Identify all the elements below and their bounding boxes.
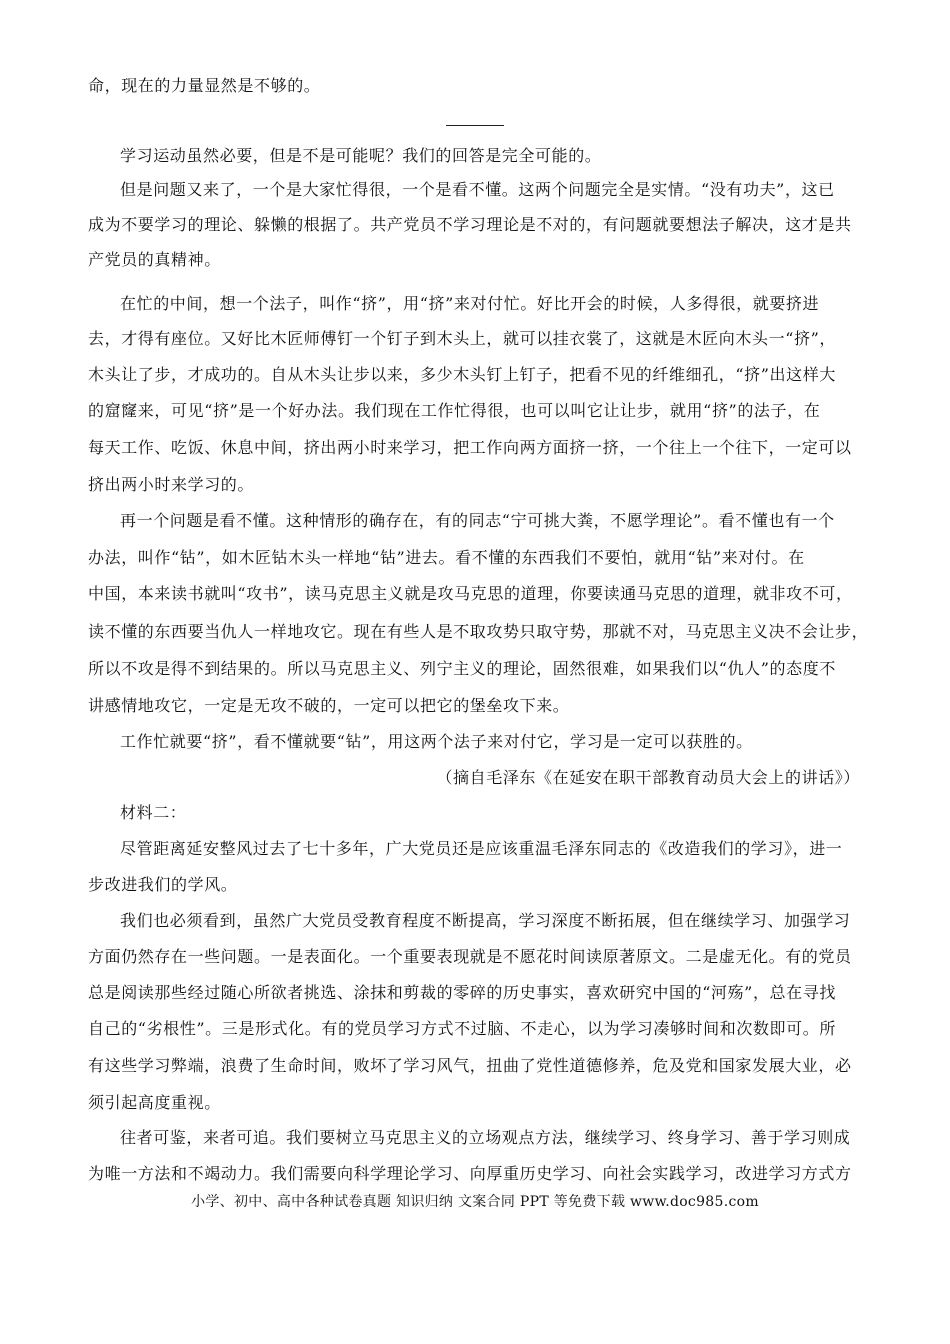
text-line: 产党员的真精神。: [88, 250, 221, 269]
text-line: 木头让了步，才成功的。自从木头让步以来，多少木头钉上钉子，把看不见的纤维细孔，“挤”出这样大: [88, 365, 836, 384]
text-line: 读不懂的东西要当仇人一样地攻它。现在有些人是不取攻势只取守势，那就不对，马克思主义决不会让步，: [88, 622, 869, 641]
paragraph-line: 往者可鉴，来者可追。我们要树立马克思主义的立场观点方法，继续学习、终身学习、善于学习则成: [120, 1128, 851, 1147]
text-line: 挤出两小时来学习的。: [88, 475, 255, 494]
text-line: 方面仍然存在一些问题。一是表面化。一个重要表现就是不愿花时间读原著原文。二是虚无化。有的党员: [88, 947, 852, 966]
text-line: 为唯一方法和不竭动力。我们需要向科学理论学习、向厚重历史学习、向社会实践学习，改进学习方式方: [88, 1164, 852, 1183]
text-line: 总是阅读那些经过随心所欲者挑选、涂抹和剪裁的零碎的历史事实，喜欢研究中国的“河殇”，总在寻找: [88, 983, 836, 1002]
paragraph-line: 再一个问题是看不懂。这种情形的确存在，有的同志“宁可挑大粪，不愿学理论”。看不懂也有一个: [120, 511, 835, 530]
source-citation: （摘自毛泽东《在延安在职干部教育动员大会上的讲话》）: [436, 768, 860, 787]
paragraph-line: 但是问题又来了，一个是大家忙得很，一个是看不懂。这两个问题完全是实情。“没有功夫”，这已: [120, 180, 835, 199]
text-line: 成为不要学习的理论、躲懒的根据了。共产党员不学习理论是不对的，有问题就要想法子解决，这才是共: [88, 215, 852, 234]
text-line: 须引起高度重视。: [88, 1093, 221, 1112]
section-separator: [446, 125, 504, 126]
section-heading: 材料二：: [120, 803, 187, 822]
text-line: 的窟窿来，可见“挤”是一个好办法。我们现在工作忙得很，也可以叫它让让步，就用“挤”的法子，在: [88, 401, 821, 420]
text-line: 讲感情地攻它，一定是无攻不破的，一定可以把它的堡垒攻下来。: [88, 696, 570, 715]
text-line: 所以不攻是得不到结果的。所以马克思主义、列宁主义的理论，固然很难，如果我们以“仇人”的态度不: [88, 659, 836, 678]
paragraph-line: 在忙的中间，想一个法子，叫作“挤”，用“挤”来对付忙。好比开会的时候，人多得很，就要挤进: [120, 294, 820, 313]
text-line: 自己的“劣根性”。三是形式化。有的党员学习方式不过脑、不走心，以为学习凑够时间和次数即可。所: [88, 1019, 836, 1038]
paragraph-line: 我们也必须看到，虽然广大党员受教育程度不断提高，学习深度不断拓展，但在继续学习、加强学习: [120, 911, 851, 930]
text-line: 中国，本来读书就叫“攻书”，读马克思主义就是攻马克思的道理，你要读通马克思的道理，就非攻不可，: [88, 584, 853, 603]
page-footer: 小学、初中、高中各种试卷真题 知识归纳 文案合同 PPT 等免费下载 www.doc985.com: [191, 1194, 759, 1210]
text-line: 办法，叫作“钻”，如木匠钻木头一样地“钻”进去。看不懂的东西我们不要怕，就用“钻”来对付。在: [88, 548, 805, 567]
text-line: 有这些学习弊端，浪费了生命时间，败坏了学习风气，扭曲了党性道德修养，危及党和国家发展大业，必: [88, 1056, 852, 1075]
paragraph-line: 工作忙就要“挤”，看不懂就要“钻”，用这两个法子来对付它，学习是一定可以获胜的。: [120, 732, 753, 751]
text-line: 去，才得有座位。又好比木匠师傅钉一个钉子到木头上，就可以挂衣裳了，这就是木匠向木头一“挤”，: [88, 329, 836, 348]
text-line: 命，现在的力量显然是不够的。: [88, 76, 321, 95]
paragraph-line: 学习运动虽然必要，但是不是可能呢？我们的回答是完全可能的。: [120, 146, 602, 165]
text-line: 每天工作、吃饭、休息中间，挤出两小时来学习，把工作向两方面挤一挤，一个往上一个往下，一定可以: [88, 438, 852, 457]
text-line: 步改进我们的学风。: [88, 875, 238, 894]
paragraph-line: 尽管距离延安整风过去了七十多年，广大党员还是应该重温毛泽东同志的《改造我们的学习》，进一: [120, 839, 843, 858]
